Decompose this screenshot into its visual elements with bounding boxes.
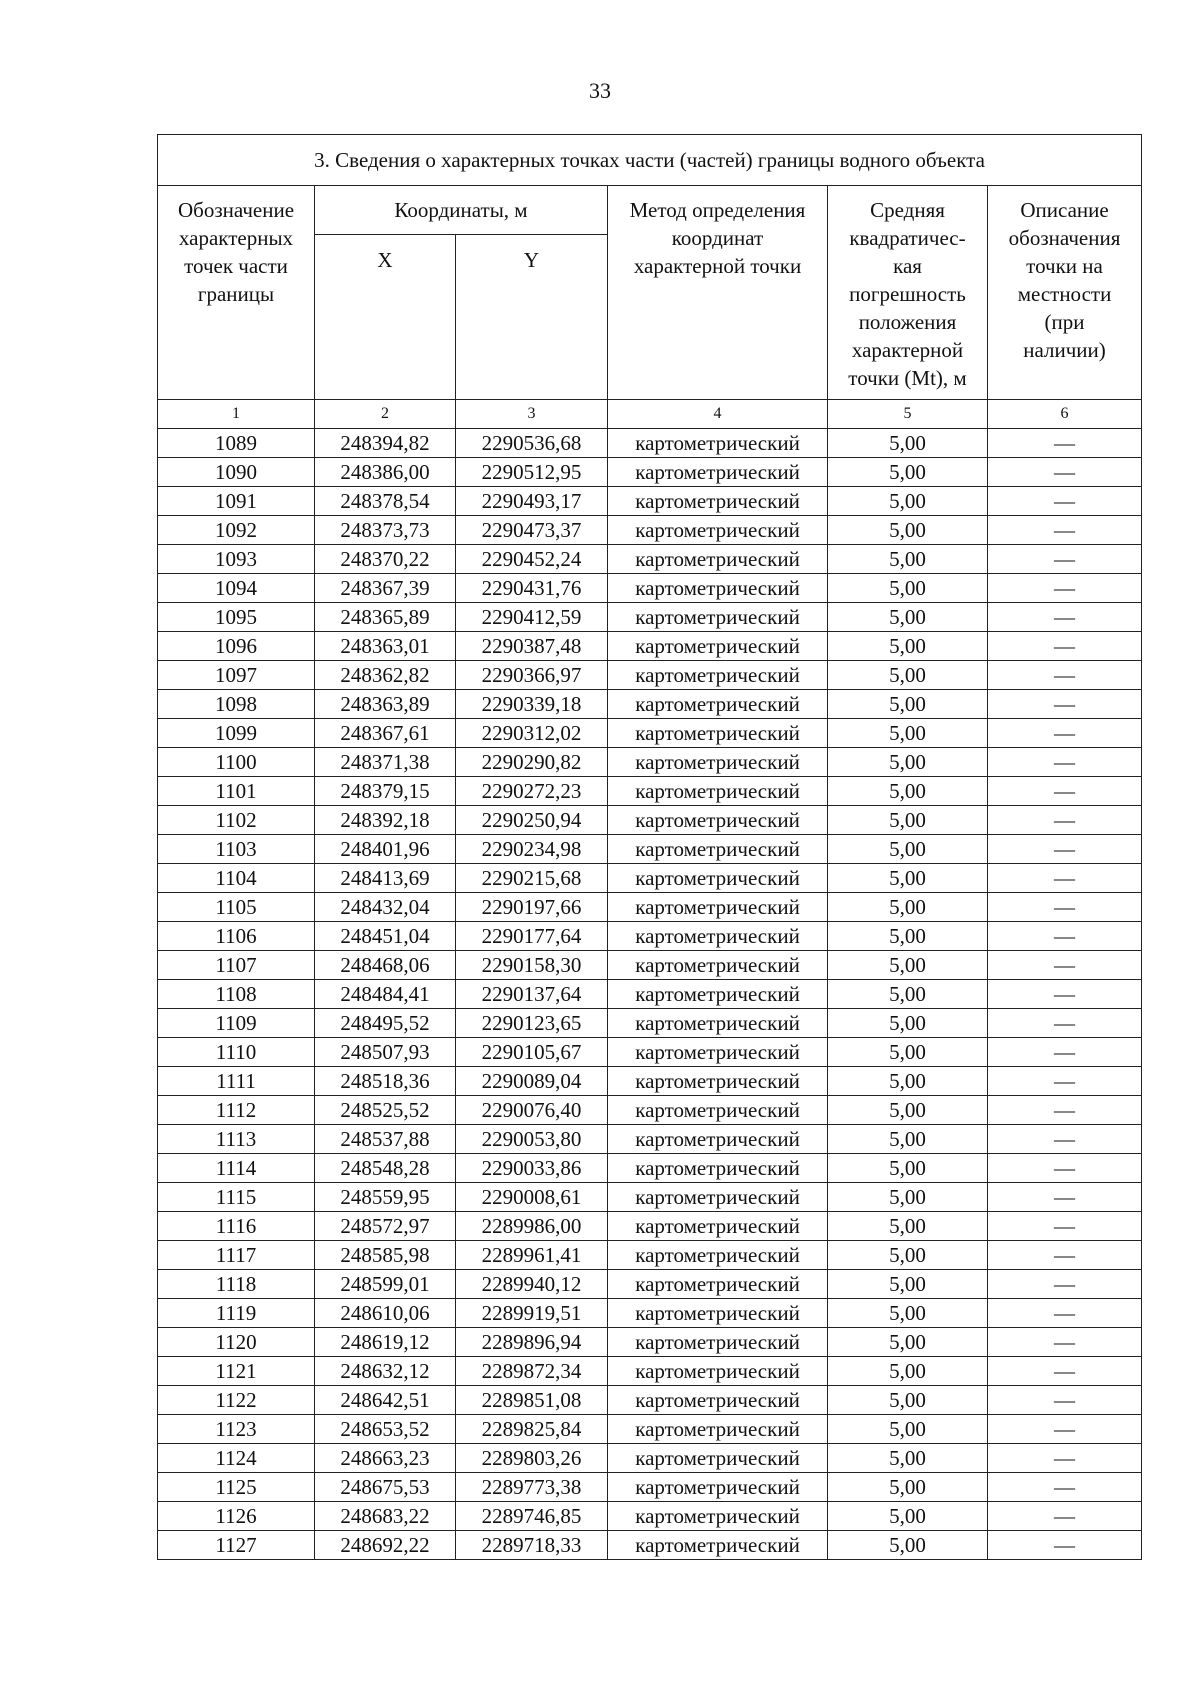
description-cell: — [988,1299,1142,1328]
error-cell: 5,00 [828,864,988,893]
table-row [158,1125,1142,1154]
x-coordinate-cell: 248572,97 [315,1212,456,1241]
method-cell: картометрический [608,603,828,632]
table-row [158,1299,1142,1328]
table-row [158,487,1142,516]
description-cell: — [988,1183,1142,1212]
method-cell: картометрический [608,1096,828,1125]
point-id-cell: 1107 [158,951,315,980]
x-coordinate-cell: 248525,52 [315,1096,456,1125]
table-row [158,1183,1142,1212]
column-numbers-row [158,400,1142,429]
method-cell: картометрический [608,1415,828,1444]
point-id-cell: 1110 [158,1038,315,1067]
method-cell: картометрический [608,1531,828,1560]
x-coordinate-cell: 248401,96 [315,835,456,864]
table-row [158,458,1142,487]
x-coordinate-cell: 248484,41 [315,980,456,1009]
method-cell: картометрический [608,980,828,1009]
point-id-cell: 1119 [158,1299,315,1328]
x-coordinate-cell: 248363,01 [315,632,456,661]
x-coordinate-cell: 248585,98 [315,1241,456,1270]
table-row [158,632,1142,661]
table-row [158,893,1142,922]
method-cell: картометрический [608,1502,828,1531]
point-id-cell: 1122 [158,1386,315,1415]
x-coordinate-cell: 248468,06 [315,951,456,980]
error-cell: 5,00 [828,922,988,951]
x-coordinate-cell: 248619,12 [315,1328,456,1357]
method-cell: картометрический [608,719,828,748]
point-id-cell: 1115 [158,1183,315,1212]
point-id-cell: 1112 [158,1096,315,1125]
point-id-cell: 1124 [158,1444,315,1473]
x-coordinate-cell: 248632,12 [315,1357,456,1386]
y-coordinate-cell: 2290412,59 [456,603,608,632]
column-number: 1 [158,400,315,429]
y-coordinate-cell: 2290123,65 [456,1009,608,1038]
x-coordinate-cell: 248373,73 [315,516,456,545]
point-id-cell: 1097 [158,661,315,690]
point-id-cell: 1090 [158,458,315,487]
header-description: Описание обозначения точки на местности (при наличии) [988,186,1142,400]
x-coordinate-cell: 248432,04 [315,893,456,922]
y-coordinate-cell: 2290105,67 [456,1038,608,1067]
error-cell: 5,00 [828,487,988,516]
y-coordinate-cell: 2290272,23 [456,777,608,806]
method-cell: картометрический [608,806,828,835]
description-cell: — [988,893,1142,922]
table-row [158,1096,1142,1125]
error-cell: 5,00 [828,632,988,661]
method-cell: картометрический [608,951,828,980]
column-number: 4 [608,400,828,429]
table-row [158,516,1142,545]
error-cell: 5,00 [828,1096,988,1125]
y-coordinate-cell: 2290366,97 [456,661,608,690]
point-id-cell: 1091 [158,487,315,516]
error-cell: 5,00 [828,1328,988,1357]
description-cell: — [988,719,1142,748]
y-coordinate-cell: 2290339,18 [456,690,608,719]
column-number: 5 [828,400,988,429]
table-row [158,661,1142,690]
x-coordinate-cell: 248683,22 [315,1502,456,1531]
description-cell: — [988,748,1142,777]
table-row [158,1531,1142,1560]
table-row [158,1502,1142,1531]
description-cell: — [988,864,1142,893]
method-cell: картометрический [608,835,828,864]
description-cell: — [988,487,1142,516]
point-id-cell: 1096 [158,632,315,661]
method-cell: картометрический [608,777,828,806]
point-id-cell: 1092 [158,516,315,545]
table-row [158,806,1142,835]
method-cell: картометрический [608,690,828,719]
error-cell: 5,00 [828,545,988,574]
table-row [158,574,1142,603]
header-point-designation: Обозначение характерных точек части границы [158,186,315,400]
error-cell: 5,00 [828,951,988,980]
error-cell: 5,00 [828,1357,988,1386]
y-coordinate-cell: 2290431,76 [456,574,608,603]
method-cell: картометрический [608,1328,828,1357]
y-coordinate-cell: 2290076,40 [456,1096,608,1125]
y-coordinate-cell: 2289940,12 [456,1270,608,1299]
header-coordinates: Координаты, м [315,186,608,235]
x-coordinate-cell: 248548,28 [315,1154,456,1183]
description-cell: — [988,980,1142,1009]
table-row [158,429,1142,458]
description-cell: — [988,1241,1142,1270]
table-row [158,1067,1142,1096]
method-cell: картометрический [608,1270,828,1299]
table-row [158,835,1142,864]
y-coordinate-cell: 2289986,00 [456,1212,608,1241]
point-id-cell: 1123 [158,1415,315,1444]
method-cell: картометрический [608,632,828,661]
description-cell: — [988,690,1142,719]
x-coordinate-cell: 248507,93 [315,1038,456,1067]
y-coordinate-cell: 2290536,68 [456,429,608,458]
method-cell: картометрический [608,893,828,922]
method-cell: картометрический [608,487,828,516]
column-number: 3 [456,400,608,429]
description-cell: — [988,458,1142,487]
y-coordinate-cell: 2290452,24 [456,545,608,574]
point-id-cell: 1103 [158,835,315,864]
y-coordinate-cell: 2290197,66 [456,893,608,922]
error-cell: 5,00 [828,835,988,864]
x-coordinate-cell: 248371,38 [315,748,456,777]
description-cell: — [988,574,1142,603]
x-coordinate-cell: 248610,06 [315,1299,456,1328]
description-cell: — [988,516,1142,545]
point-id-cell: 1100 [158,748,315,777]
method-cell: картометрический [608,661,828,690]
description-cell: — [988,545,1142,574]
description-cell: — [988,1212,1142,1241]
error-cell: 5,00 [828,1154,988,1183]
x-coordinate-cell: 248363,89 [315,690,456,719]
point-id-cell: 1094 [158,574,315,603]
table-row [158,1444,1142,1473]
table-row [158,1270,1142,1299]
table-row [158,1154,1142,1183]
y-coordinate-cell: 2290158,30 [456,951,608,980]
method-cell: картометрический [608,574,828,603]
table-row [158,1328,1142,1357]
error-cell: 5,00 [828,719,988,748]
y-coordinate-cell: 2290177,64 [456,922,608,951]
description-cell: — [988,951,1142,980]
method-cell: картометрический [608,1444,828,1473]
table-row [158,1473,1142,1502]
error-cell: 5,00 [828,777,988,806]
error-cell: 5,00 [828,1212,988,1241]
description-cell: — [988,1357,1142,1386]
point-id-cell: 1105 [158,893,315,922]
method-cell: картометрический [608,1038,828,1067]
description-cell: — [988,1038,1142,1067]
description-cell: — [988,429,1142,458]
x-coordinate-cell: 248362,82 [315,661,456,690]
method-cell: картометрический [608,545,828,574]
y-coordinate-cell: 2290312,02 [456,719,608,748]
description-cell: — [988,1096,1142,1125]
description-cell: — [988,806,1142,835]
point-id-cell: 1113 [158,1125,315,1154]
table-row [158,1009,1142,1038]
table-row [158,777,1142,806]
x-coordinate-cell: 248653,52 [315,1415,456,1444]
method-cell: картометрический [608,1212,828,1241]
x-coordinate-cell: 248518,36 [315,1067,456,1096]
method-cell: картометрический [608,1067,828,1096]
characteristic-points-table [157,134,1142,1560]
x-coordinate-cell: 248663,23 [315,1444,456,1473]
method-cell: картометрический [608,864,828,893]
y-coordinate-cell: 2290290,82 [456,748,608,777]
point-id-cell: 1116 [158,1212,315,1241]
error-cell: 5,00 [828,690,988,719]
table-row [158,1386,1142,1415]
method-cell: картометрический [608,1241,828,1270]
y-coordinate-cell: 2290234,98 [456,835,608,864]
point-id-cell: 1093 [158,545,315,574]
column-number: 2 [315,400,456,429]
y-coordinate-cell: 2290033,86 [456,1154,608,1183]
description-cell: — [988,1531,1142,1560]
point-id-cell: 1108 [158,980,315,1009]
table-row [158,951,1142,980]
header-x: X [315,235,456,400]
table-row [158,545,1142,574]
y-coordinate-cell: 2290215,68 [456,864,608,893]
y-coordinate-cell: 2290473,37 [456,516,608,545]
point-id-cell: 1111 [158,1067,315,1096]
description-cell: — [988,661,1142,690]
x-coordinate-cell: 248451,04 [315,922,456,951]
description-cell: — [988,1473,1142,1502]
error-cell: 5,00 [828,1009,988,1038]
y-coordinate-cell: 2289896,94 [456,1328,608,1357]
error-cell: 5,00 [828,980,988,1009]
error-cell: 5,00 [828,1415,988,1444]
x-coordinate-cell: 248365,89 [315,603,456,632]
point-id-cell: 1118 [158,1270,315,1299]
error-cell: 5,00 [828,661,988,690]
x-coordinate-cell: 248599,01 [315,1270,456,1299]
x-coordinate-cell: 248392,18 [315,806,456,835]
description-cell: — [988,1125,1142,1154]
point-id-cell: 1089 [158,429,315,458]
table-body [158,429,1142,1560]
method-cell: картометрический [608,458,828,487]
method-cell: картометрический [608,1154,828,1183]
header-method: Метод определения координат характерной точки [608,186,828,400]
description-cell: — [988,1270,1142,1299]
page-number: 33 [589,78,611,103]
error-cell: 5,00 [828,458,988,487]
x-coordinate-cell: 248378,54 [315,487,456,516]
x-coordinate-cell: 248692,22 [315,1531,456,1560]
description-cell: — [988,603,1142,632]
table-row [158,1357,1142,1386]
x-coordinate-cell: 248394,82 [315,429,456,458]
table-row [158,748,1142,777]
point-id-cell: 1121 [158,1357,315,1386]
y-coordinate-cell: 2290089,04 [456,1067,608,1096]
y-coordinate-cell: 2289919,51 [456,1299,608,1328]
method-cell: картометрический [608,1357,828,1386]
point-id-cell: 1099 [158,719,315,748]
error-cell: 5,00 [828,893,988,922]
point-id-cell: 1109 [158,1009,315,1038]
description-cell: — [988,632,1142,661]
point-id-cell: 1114 [158,1154,315,1183]
x-coordinate-cell: 248495,52 [315,1009,456,1038]
error-cell: 5,00 [828,1502,988,1531]
x-coordinate-cell: 248559,95 [315,1183,456,1212]
y-coordinate-cell: 2289773,38 [456,1473,608,1502]
header-y: Y [456,235,608,400]
table-title: 3. Сведения о характерных точках части (частей) границы водного объекта [158,135,1142,186]
description-cell: — [988,1386,1142,1415]
y-coordinate-cell: 2290493,17 [456,487,608,516]
table-row [158,719,1142,748]
table-row [158,1038,1142,1067]
x-coordinate-cell: 248537,88 [315,1125,456,1154]
y-coordinate-cell: 2290008,61 [456,1183,608,1212]
error-cell: 5,00 [828,516,988,545]
point-id-cell: 1095 [158,603,315,632]
x-coordinate-cell: 248367,61 [315,719,456,748]
method-cell: картометрический [608,516,828,545]
description-cell: — [988,1154,1142,1183]
method-cell: картометрический [608,1386,828,1415]
y-coordinate-cell: 2290137,64 [456,980,608,1009]
y-coordinate-cell: 2290053,80 [456,1125,608,1154]
error-cell: 5,00 [828,1386,988,1415]
method-cell: картометрический [608,1125,828,1154]
table-row [158,1241,1142,1270]
point-id-cell: 1104 [158,864,315,893]
y-coordinate-cell: 2290512,95 [456,458,608,487]
y-coordinate-cell: 2290387,48 [456,632,608,661]
error-cell: 5,00 [828,429,988,458]
error-cell: 5,00 [828,748,988,777]
table-row [158,690,1142,719]
error-cell: 5,00 [828,1473,988,1502]
point-id-cell: 1125 [158,1473,315,1502]
y-coordinate-cell: 2289961,41 [456,1241,608,1270]
description-cell: — [988,777,1142,806]
method-cell: картометрический [608,1183,828,1212]
y-coordinate-cell: 2290250,94 [456,806,608,835]
table-row [158,980,1142,1009]
error-cell: 5,00 [828,603,988,632]
y-coordinate-cell: 2289746,85 [456,1502,608,1531]
y-coordinate-cell: 2289803,26 [456,1444,608,1473]
point-id-cell: 1101 [158,777,315,806]
description-cell: — [988,835,1142,864]
method-cell: картометрический [608,429,828,458]
table-row [158,864,1142,893]
y-coordinate-cell: 2289718,33 [456,1531,608,1560]
point-id-cell: 1102 [158,806,315,835]
description-cell: — [988,1067,1142,1096]
description-cell: — [988,1502,1142,1531]
table-row [158,922,1142,951]
error-cell: 5,00 [828,1241,988,1270]
table-row [158,1415,1142,1444]
error-cell: 5,00 [828,1183,988,1212]
table-row [158,603,1142,632]
x-coordinate-cell: 248367,39 [315,574,456,603]
point-id-cell: 1120 [158,1328,315,1357]
description-cell: — [988,1415,1142,1444]
error-cell: 5,00 [828,806,988,835]
description-cell: — [988,1009,1142,1038]
x-coordinate-cell: 248675,53 [315,1473,456,1502]
point-id-cell: 1098 [158,690,315,719]
x-coordinate-cell: 248379,15 [315,777,456,806]
method-cell: картометрический [608,1299,828,1328]
error-cell: 5,00 [828,1270,988,1299]
x-coordinate-cell: 248642,51 [315,1386,456,1415]
method-cell: картометрический [608,748,828,777]
method-cell: картометрический [608,1473,828,1502]
point-id-cell: 1117 [158,1241,315,1270]
description-cell: — [988,922,1142,951]
x-coordinate-cell: 248413,69 [315,864,456,893]
error-cell: 5,00 [828,1067,988,1096]
y-coordinate-cell: 2289825,84 [456,1415,608,1444]
point-id-cell: 1126 [158,1502,315,1531]
y-coordinate-cell: 2289872,34 [456,1357,608,1386]
y-coordinate-cell: 2289851,08 [456,1386,608,1415]
x-coordinate-cell: 248386,00 [315,458,456,487]
description-cell: — [988,1328,1142,1357]
description-cell: — [988,1444,1142,1473]
error-cell: 5,00 [828,574,988,603]
column-number: 6 [988,400,1142,429]
point-id-cell: 1106 [158,922,315,951]
error-cell: 5,00 [828,1125,988,1154]
method-cell: картометрический [608,1009,828,1038]
header-mean-square-error: Средняя квадратичес- кая погрешность положения характерной точки (Mt), м [828,186,988,400]
error-cell: 5,00 [828,1038,988,1067]
error-cell: 5,00 [828,1444,988,1473]
table-row [158,1212,1142,1241]
point-id-cell: 1127 [158,1531,315,1560]
method-cell: картометрический [608,922,828,951]
x-coordinate-cell: 248370,22 [315,545,456,574]
error-cell: 5,00 [828,1299,988,1328]
error-cell: 5,00 [828,1531,988,1560]
